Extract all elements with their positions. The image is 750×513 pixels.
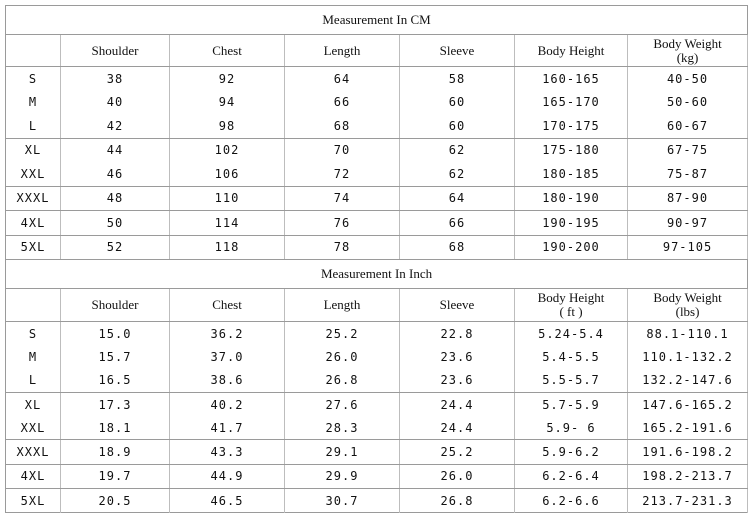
cm-size-table — [5, 5, 748, 260]
table-row — [6, 162, 748, 186]
value-cell: 58 — [400, 67, 515, 91]
column-header: Body Height ( ft ) — [515, 289, 628, 322]
value-cell: 68 — [400, 235, 515, 260]
value-cell: 5.5-5.7 — [515, 369, 628, 393]
value-cell: 37.0 — [170, 345, 285, 368]
value-cell: 62 — [400, 162, 515, 186]
size-cell: 4XL — [6, 211, 61, 236]
size-cell: XXXL — [6, 186, 61, 211]
value-cell: 43.3 — [170, 440, 285, 464]
table-row — [6, 464, 748, 488]
value-cell: 26.0 — [285, 345, 400, 368]
value-cell: 44 — [61, 138, 170, 162]
table-row — [6, 138, 748, 162]
value-cell: 213.7-231.3 — [628, 489, 748, 513]
value-cell: 18.9 — [61, 440, 170, 464]
value-cell: 106 — [170, 162, 285, 186]
column-header: Shoulder — [61, 289, 170, 322]
value-cell: 30.7 — [285, 489, 400, 513]
table-row — [6, 392, 748, 416]
value-cell: 25.2 — [400, 440, 515, 464]
table-row — [6, 211, 748, 236]
cm-table-body — [6, 6, 748, 260]
value-cell: 5.24-5.4 — [515, 322, 628, 346]
value-cell: 19.7 — [61, 464, 170, 488]
value-cell: 198.2-213.7 — [628, 464, 748, 488]
value-cell: 165-170 — [515, 91, 628, 115]
column-header: Chest — [170, 35, 285, 67]
inch-size-table — [5, 259, 748, 513]
size-cell: XL — [6, 392, 61, 416]
value-cell: 5.7-5.9 — [515, 392, 628, 416]
value-cell: 24.4 — [400, 416, 515, 440]
value-cell: 76 — [285, 211, 400, 236]
value-cell: 50-60 — [628, 91, 748, 115]
value-cell: 147.6-165.2 — [628, 392, 748, 416]
value-cell: 6.2-6.4 — [515, 464, 628, 488]
size-cell: L — [6, 114, 61, 138]
value-cell: 191.6-198.2 — [628, 440, 748, 464]
value-cell: 180-185 — [515, 162, 628, 186]
value-cell: 20.5 — [61, 489, 170, 513]
value-cell: 48 — [61, 186, 170, 211]
table-row — [6, 186, 748, 211]
value-cell: 25.2 — [285, 322, 400, 346]
value-cell: 132.2-147.6 — [628, 369, 748, 393]
value-cell: 15.7 — [61, 345, 170, 368]
value-cell: 5.9-6.2 — [515, 440, 628, 464]
value-cell: 22.8 — [400, 322, 515, 346]
value-cell: 70 — [285, 138, 400, 162]
table-row — [6, 489, 748, 513]
value-cell: 66 — [285, 91, 400, 115]
value-cell: 41.7 — [170, 416, 285, 440]
value-cell: 114 — [170, 211, 285, 236]
value-cell: 36.2 — [170, 322, 285, 346]
value-cell: 87-90 — [628, 186, 748, 211]
value-cell: 38.6 — [170, 369, 285, 393]
table-row — [6, 235, 748, 260]
value-cell: 46 — [61, 162, 170, 186]
table-row — [6, 322, 748, 346]
value-cell: 94 — [170, 91, 285, 115]
size-cell: 5XL — [6, 235, 61, 260]
column-header: Length — [285, 35, 400, 67]
value-cell: 90-97 — [628, 211, 748, 236]
value-cell: 170-175 — [515, 114, 628, 138]
value-cell: 23.6 — [400, 369, 515, 393]
column-header: Chest — [170, 289, 285, 322]
value-cell: 27.6 — [285, 392, 400, 416]
size-cell: 4XL — [6, 464, 61, 488]
value-cell: 97-105 — [628, 235, 748, 260]
value-cell: 38 — [61, 67, 170, 91]
value-cell: 88.1-110.1 — [628, 322, 748, 346]
column-header — [6, 35, 61, 67]
value-cell: 6.2-6.6 — [515, 489, 628, 513]
size-cell: XL — [6, 138, 61, 162]
size-cell: XXL — [6, 416, 61, 440]
value-cell: 44.9 — [170, 464, 285, 488]
value-cell: 66 — [400, 211, 515, 236]
value-cell: 29.1 — [285, 440, 400, 464]
value-cell: 110 — [170, 186, 285, 211]
value-cell: 60-67 — [628, 114, 748, 138]
size-cell: XXL — [6, 162, 61, 186]
table-row — [6, 67, 748, 91]
value-cell: 72 — [285, 162, 400, 186]
value-cell: 40.2 — [170, 392, 285, 416]
size-cell: M — [6, 345, 61, 368]
value-cell: 62 — [400, 138, 515, 162]
table-title: Measurement In CM — [6, 6, 748, 35]
header-row — [6, 35, 748, 67]
value-cell: 190-200 — [515, 235, 628, 260]
value-cell: 29.9 — [285, 464, 400, 488]
size-cell: S — [6, 322, 61, 346]
value-cell: 64 — [285, 67, 400, 91]
value-cell: 46.5 — [170, 489, 285, 513]
value-cell: 40 — [61, 91, 170, 115]
value-cell: 78 — [285, 235, 400, 260]
value-cell: 17.3 — [61, 392, 170, 416]
table-row — [6, 440, 748, 464]
value-cell: 26.0 — [400, 464, 515, 488]
value-cell: 102 — [170, 138, 285, 162]
value-cell: 67-75 — [628, 138, 748, 162]
column-header: Body Height — [515, 35, 628, 67]
column-header: Sleeve — [400, 35, 515, 67]
value-cell: 165.2-191.6 — [628, 416, 748, 440]
column-header: Length — [285, 289, 400, 322]
size-cell: 5XL — [6, 489, 61, 513]
table-row — [6, 416, 748, 440]
value-cell: 23.6 — [400, 345, 515, 368]
value-cell: 64 — [400, 186, 515, 211]
value-cell: 60 — [400, 114, 515, 138]
inch-table-body — [6, 260, 748, 513]
size-cell: M — [6, 91, 61, 115]
value-cell: 190-195 — [515, 211, 628, 236]
value-cell: 98 — [170, 114, 285, 138]
value-cell: 5.9- 6 — [515, 416, 628, 440]
table-row — [6, 114, 748, 138]
column-header — [6, 289, 61, 322]
size-cell: S — [6, 67, 61, 91]
size-cell: L — [6, 369, 61, 393]
value-cell: 160-165 — [515, 67, 628, 91]
value-cell: 26.8 — [285, 369, 400, 393]
value-cell: 175-180 — [515, 138, 628, 162]
column-header: Body Weight (lbs) — [628, 289, 748, 322]
value-cell: 5.4-5.5 — [515, 345, 628, 368]
value-cell: 60 — [400, 91, 515, 115]
value-cell: 15.0 — [61, 322, 170, 346]
value-cell: 16.5 — [61, 369, 170, 393]
value-cell: 40-50 — [628, 67, 748, 91]
value-cell: 18.1 — [61, 416, 170, 440]
size-cell: XXXL — [6, 440, 61, 464]
table-row — [6, 345, 748, 368]
table-title: Measurement In Inch — [6, 260, 748, 289]
table-row — [6, 369, 748, 393]
table-row — [6, 91, 748, 115]
value-cell: 52 — [61, 235, 170, 260]
value-cell: 24.4 — [400, 392, 515, 416]
value-cell: 110.1-132.2 — [628, 345, 748, 368]
value-cell: 118 — [170, 235, 285, 260]
value-cell: 74 — [285, 186, 400, 211]
value-cell: 75-87 — [628, 162, 748, 186]
value-cell: 68 — [285, 114, 400, 138]
value-cell: 26.8 — [400, 489, 515, 513]
value-cell: 50 — [61, 211, 170, 236]
value-cell: 92 — [170, 67, 285, 91]
column-header: Sleeve — [400, 289, 515, 322]
value-cell: 180-190 — [515, 186, 628, 211]
header-row — [6, 289, 748, 322]
value-cell: 42 — [61, 114, 170, 138]
column-header: Shoulder — [61, 35, 170, 67]
column-header: Body Weight (kg) — [628, 35, 748, 67]
value-cell: 28.3 — [285, 416, 400, 440]
